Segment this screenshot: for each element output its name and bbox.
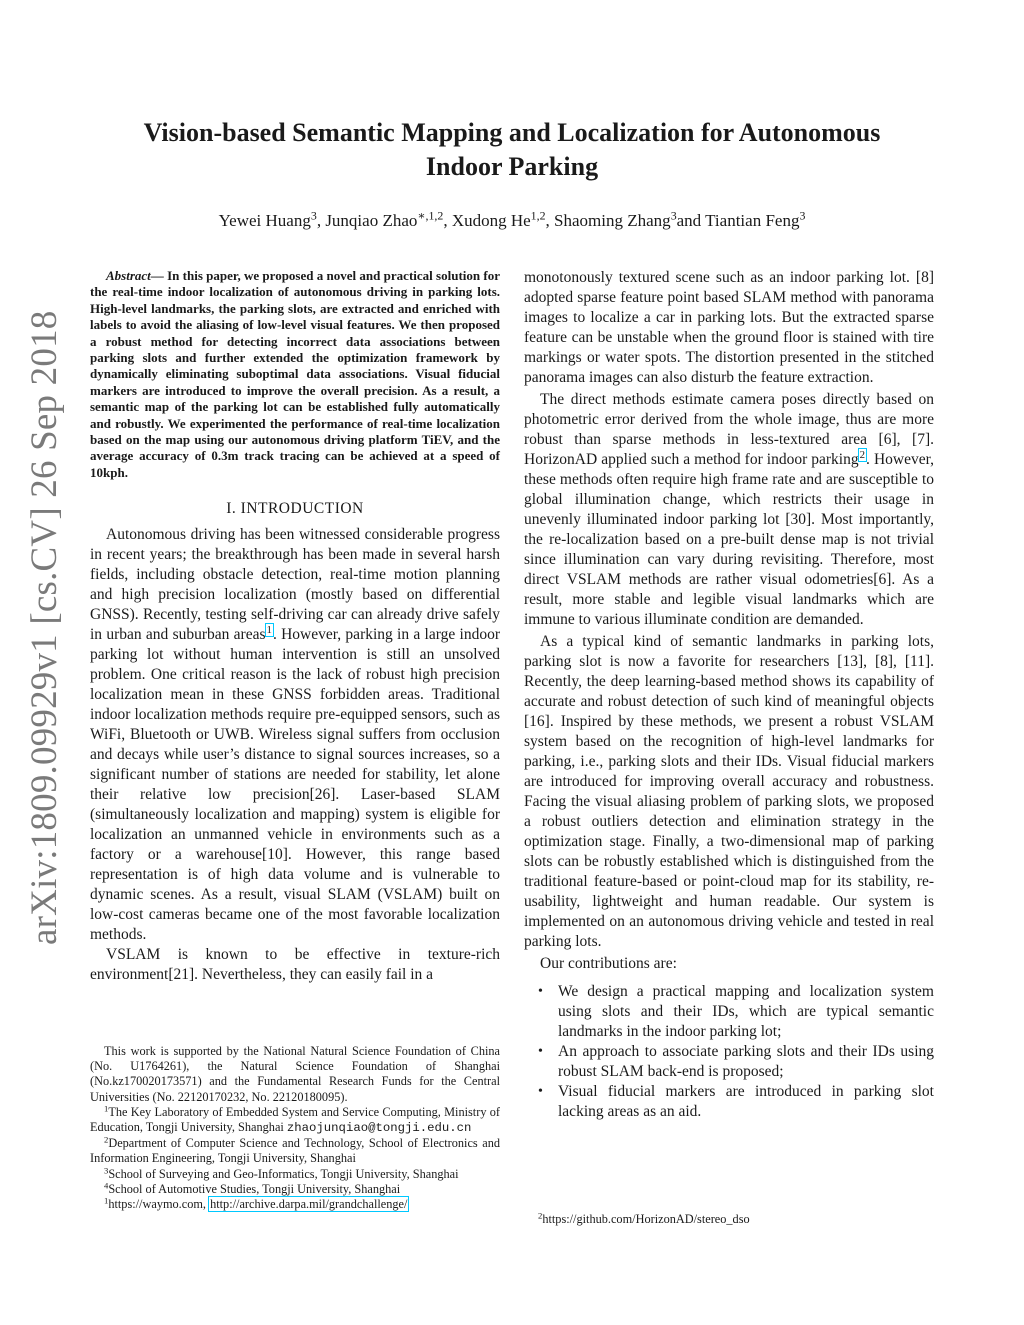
author-name: Yewei Huang [218, 211, 311, 230]
url-footnote-1: $^1$https://waymo.com, http://archive.darpa.mil/grandchallenge/ [104, 1195, 408, 1212]
contributions-list [524, 982, 934, 1122]
footnote-link[interactable]: 2 [859, 449, 866, 462]
funding-footnote: This work is supported by the National Natural Science Foundation of China (No. U1764261), the Natural Science Foundation of Shanghai (No.kz170020173571) and the Fundamental Research Funds for the Central Universities (No. 22120170232, No. 22120180095). [90, 1044, 500, 1104]
author-name: Xudong He [451, 211, 531, 230]
author-affiliation-sup: 3 [670, 208, 677, 223]
darpa-link[interactable]: http://archive.darpa.mil/grandchallenge/ [210, 1197, 408, 1212]
paragraph-text-continued: . However, parking in a large indoor parking lot without human intervention is still an unsolved problem. One critical reason is the lack of robust high precision localization mean in these GNSS forbidden areas. Traditional indoor localization methods require pre-equipped sensors, such as WiFi, Bluetooth or UWB. Wireless signal suffers from occlusion and decays while user’s distance to signal sources increases, so a significant number of stations are needed for stability, let alone their relative low precision[26]. Laser-based SLAM (simultaneously localization and mapping) system is eligible for localization an unmanned vehicle in environments such as a factory or a warehouse[10]. However, this range based representation is of high data volume and is vulnerable to dynamic scenes. As a result, visual SLAM (VSLAM) built on low-cost cameras became one of the most favorable localization methods. [90, 626, 501, 944]
paper-title [110, 116, 914, 184]
paragraph-text: VSLAM is known to be effective in texture-rich environment[21]. Nevertheless, they can easily fail in a [90, 946, 500, 984]
author-affiliation-sup: ∗,1,2 [417, 208, 444, 223]
body-paragraph [524, 954, 934, 974]
abstract-text: In this paper, we proposed a novel and practical solution for the real-time indoor localization of autonomous driving in parking lots. High-level landmarks, the parking slots, are extracted and enriched with labels to avoid the aliasing of low-level visual features. We then proposed a robust method for detecting incorrect data associations between parking slots and further extended the optimization framework by dynamically eliminating suboptimal data associations. Visual fiducial markers are introduced to improve the overall precision. As a result, a semantic map of the parking lot can be established fully automatically and robustly. We experimented the performance of real-time localization based on the map using our autonomous driving platform TiEV, and the average accuracy of 0.3m track tracing can be achieved at a speed of 10kph. [90, 268, 500, 480]
affiliation-footnote-1: $^1$The Key Laboratory of Embedded System and Service Computing, Ministry of Education, Tongji University, Shanghai zhaojunqiao@tongji.edu.cn [90, 1103, 500, 1136]
contribution-text: An approach to associate parking slots and their IDs using robust SLAM back-end is proposed; [558, 1043, 934, 1080]
title-line-1: Vision-based Semantic Mapping and Localization for Autonomous [143, 118, 881, 147]
paragraph-text: monotonously textured scene such as an indoor parking lot. [8] adopted sparse feature point based SLAM method with panorama images to localize a car in parking lots. But the extracted sparse feature can be unstable when the ground floor is stained with tire markings or water spots. The distortion presented in the stitched panorama images can also disturb the feature extraction. [524, 269, 934, 386]
author-name: Junqiao Zhao [325, 211, 418, 230]
paragraph-text: As a typical kind of semantic landmarks in parking lots, parking slot is now a favorite for researchers [13], [8], [11]. Recently, the deep learning-based method shows its capability of accurate and robust detection of such kind of meaningful objects [16]. Inspired by these methods, we present a robust VSLAM system based on the recognition of high-level landmarks for parking, i.e., parking slots and their IDs. Visual fiducial markers are introduced for improving overall accuracy and robustness. Facing the visual aliasing problem of parking slots, we proposed a robust outliers detection and elimination strategy in the optimization stage. Finally, a two-dimensional map of parking slots can be robustly established which is distinguished from the traditional feature-based or point-cloud map for its stability, re-usability, lightweight and human readable. Our system is implemented on an autonomous driving vehicle and tested in real parking lots. [524, 633, 934, 950]
author-name: Tiantian Feng [705, 211, 800, 230]
email-address: zhaojunqiao@tongji.edu.cn [286, 1121, 472, 1136]
abstract-label: Abstract [106, 268, 151, 283]
paragraph-text: Autonomous driving has been witnessed considerable progress in recent years; the breakthrough has been made in several harsh fields, including obstacle detection, real-time motion planning and high precision localization (mostly based on differential GNSS). Recently, testing self-driving car can already drive safely in urban and suburban areas [90, 526, 500, 644]
author-separator: , [443, 211, 452, 230]
contribution-text: Visual fiducial markers are introduced in parking slot lacking areas as an aid. [558, 1083, 934, 1120]
paragraph-text: Our contributions are: [540, 955, 677, 972]
contribution-text: We design a practical mapping and localization system using slots and their IDs, which are typical semantic landmarks in the indoor parking lot; [558, 983, 934, 1040]
arxiv-identifier-stamp: arXiv:1809.09929v1 [cs.CV] 26 Sep 2018 [24, 310, 65, 945]
body-paragraph [524, 268, 934, 388]
affiliation-footnote-4: $^4$School of Automotive Studies, Tongji University, Shanghai [104, 1180, 401, 1196]
bullet-icon: • [538, 1084, 543, 1099]
url-footnote-2: $^2$https://github.com/HorizonAD/stereo_dso [538, 1210, 750, 1226]
contribution-item [524, 1082, 934, 1122]
body-paragraph [524, 632, 934, 952]
body-paragraph [90, 945, 500, 985]
right-column [524, 268, 934, 1122]
author-separator: and [676, 211, 706, 230]
right-column-body [524, 268, 934, 974]
author-affiliation-sup: 3 [799, 208, 806, 223]
paragraph-text: The direct methods estimate camera poses directly based on photometric error derived from the whole image, thus are more robust than sparse methods in less-textured area [6], [7]. HorizonAD applied such a method for indoor parking [524, 391, 934, 468]
author-name: Shaoming Zhang [554, 211, 671, 230]
paragraph-text-continued: . However, these methods often require high frame rate and are susceptible to global illumination change, which restricts their usage in unevenly illuminated indoor parking lot [30]. Most importantly, the re-localization based on a pre-built dense map is not trivial since illumination can vary during revisiting. Therefore, most direct VSLAM methods are rather visual odometries[6]. As a result, more stable and legible visual landmarks which are immune to various illuminate condition are demanded. [524, 451, 935, 628]
author-affiliation-sup: 3 [310, 208, 317, 223]
title-line-2: Indoor Parking [425, 152, 599, 181]
author-separator: , [316, 211, 326, 230]
introduction-body [90, 525, 500, 985]
affiliation-footnote-3: $^3$School of Surveying and Geo-Informatics, Tongji University, Shanghai [104, 1164, 459, 1181]
body-paragraph [90, 525, 500, 945]
author-affiliation-sup: 1,2 [530, 208, 546, 223]
footnote-link[interactable]: 1 [266, 624, 272, 637]
bullet-icon: • [538, 1044, 543, 1059]
contribution-item [524, 982, 934, 1042]
author-list [110, 209, 914, 233]
author-separator: , [545, 211, 555, 230]
section-heading-introduction: I. INTRODUCTION [226, 500, 364, 518]
bullet-icon: • [538, 984, 543, 999]
contribution-item [524, 1042, 934, 1082]
footnotes [90, 1044, 500, 1212]
abstract-dash: — [150, 268, 168, 283]
abstract [90, 268, 500, 481]
affiliation-footnote-2: $^2$Department of Computer Science and Technology, School of Electronics and Information Engineering, Tongji University, Shanghai [90, 1134, 500, 1166]
body-paragraph [524, 390, 934, 630]
left-column [90, 268, 500, 985]
